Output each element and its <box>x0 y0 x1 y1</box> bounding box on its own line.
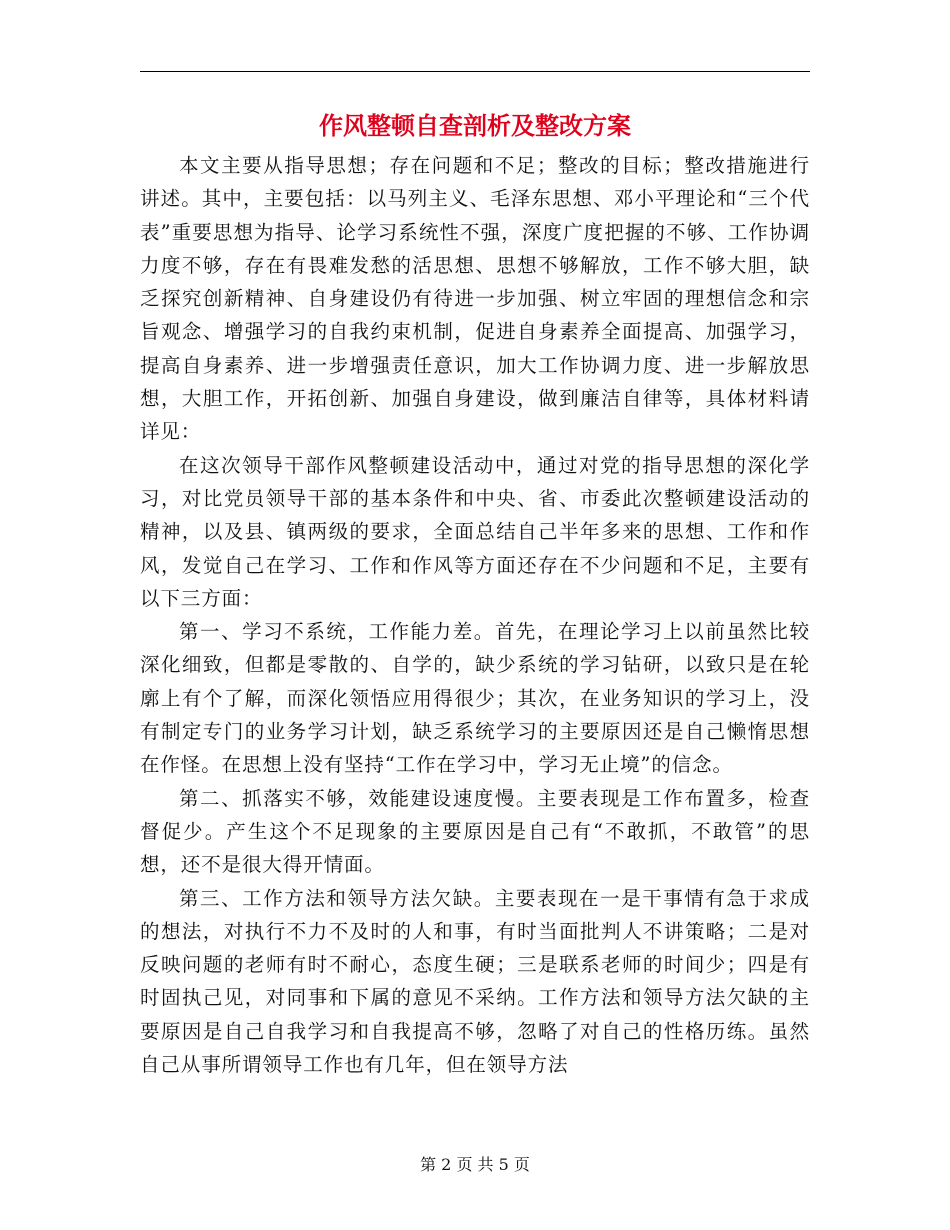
paragraph-issue-2: 第二、抓落实不够，效能建设速度慢。主要表现是工作布置多，检查督促少。产生这个不足现象的主要原因是自己有“不敢抓，不敢管”的思想，还不是很大得开情面。 <box>140 786 810 877</box>
paragraph-intro: 在这次领导干部作风整顿建设活动中，通过对党的指导思想的深化学习，对比党员领导干部的基本条件和中央、省、市委此次整顿建设活动的精神，以及县、镇两级的要求，全面总结自己半年多来的思想、工作和作风，发觉自己在学习、工作和作风等方面还存在不少问题和不足，主要有以下三方面： <box>140 453 810 610</box>
paragraph-issue-3: 第三、工作方法和领导方法欠缺。主要表现在一是干事情有急于求成的想法，对执行不力不及时的人和事，有时当面批判人不讲策略；二是对反映问题的老师有时不耐心，态度生硬；三是联系老师的时间少；四是有时固执己见，对同事和下属的意见不采纳。工作方法和领导方法欠缺的主要原因是自己自我学习和自我提高不够，忽略了对自己的性格历练。虽然自己从事所谓领导工作也有几年，但在领导方法 <box>140 886 810 1077</box>
document-body <box>140 149 810 1081</box>
paragraph-summary: 本文主要从指导思想；存在问题和不足；整改的目标；整改措施进行讲述。其中，主要包括：以马列主义、毛泽东思想、邓小平理论和“三个代表”重要思想为指导、论学习系统性不强，深度广度把握的不够、工作协调力度不够，存在有畏难发愁的活思想、思想不够解放，工作不够大胆，缺乏探究创新精神、自身建设仍有待进一步加强、树立牢固的理想信念和宗旨观念、增强学习的自我约束机制，促进自身素养全面提高、加强学习，提高自身素养、进一步增强责任意识，加大工作协调力度、进一步解放思想，大胆工作，开拓创新、加强自身建设，做到廉洁自律等，具体材料请详见： <box>140 154 810 444</box>
header-rule <box>140 71 810 72</box>
document-title: 作风整顿自查剖析及整改方案 <box>319 112 631 140</box>
page-number: 第 2 页 共 5 页 <box>420 1155 530 1174</box>
paragraph-issue-1: 第一、学习不系统，工作能力差。首先，在理论学习上以前虽然比较深化细致，但都是零散的、自学的，缺少系统的学习钻研，以致只是在轮廓上有个了解，而深化领悟应用得很少；其次，在业务知识的学习上，没有制定专门的业务学习计划，缺乏系统学习的主要原因还是自己懒惰思想在作怪。在思想上没有坚持“工作在学习中，学习无止境”的信念。 <box>140 620 810 777</box>
